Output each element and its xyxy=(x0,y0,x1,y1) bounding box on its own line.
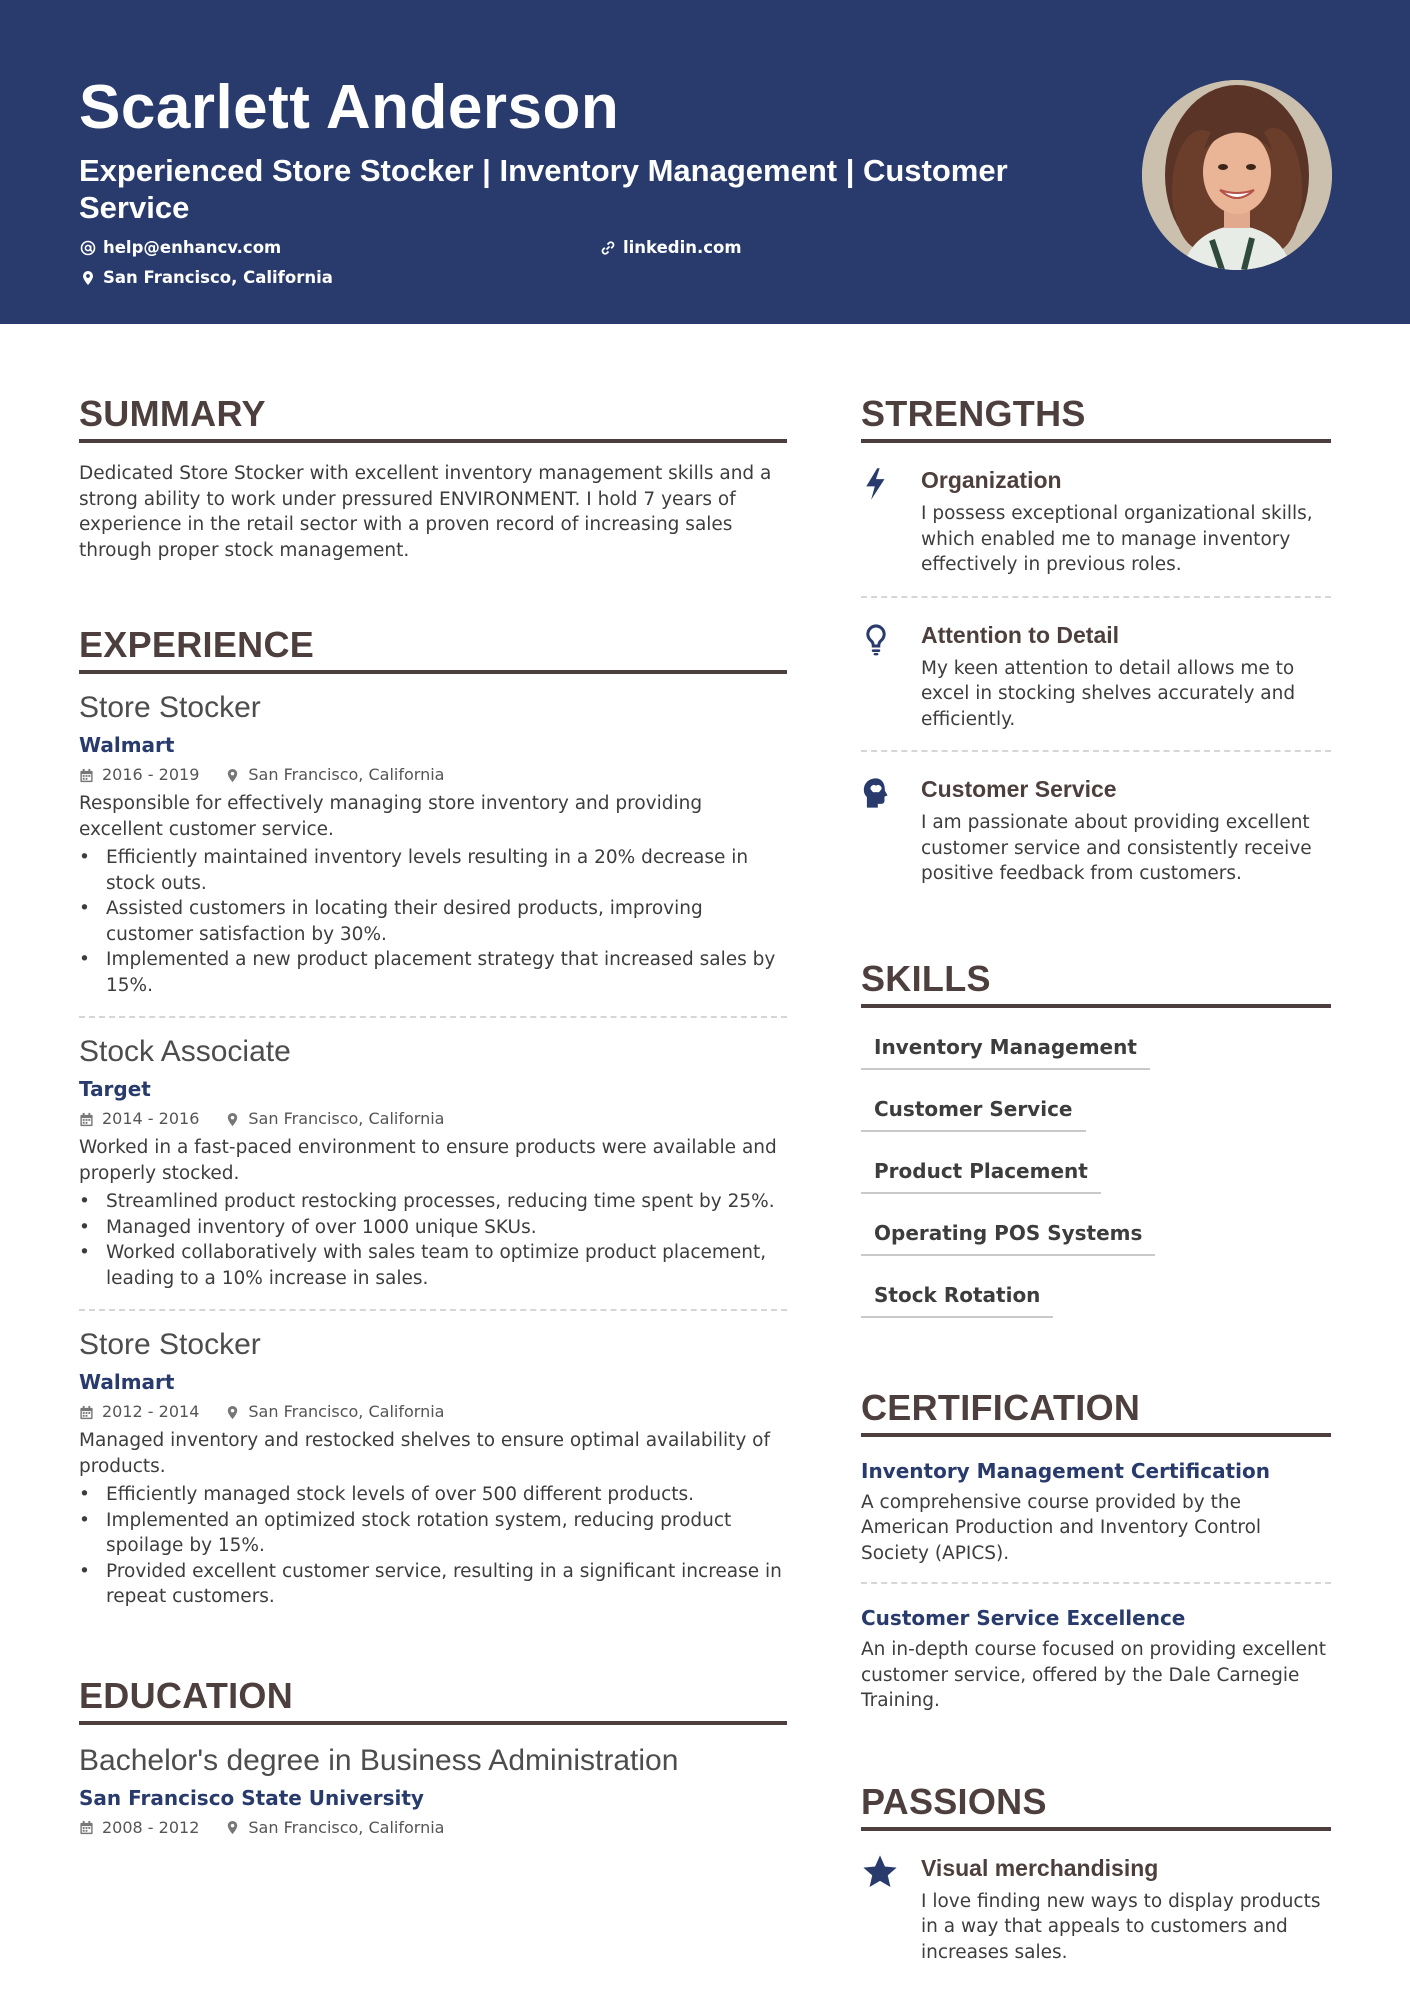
certification-text: A comprehensive course provided by the American Production and Inventory Control Society (APICS). xyxy=(861,1491,1262,1564)
job-bullet: • Efficiently maintained inventory levels resulting in a 20% decrease in stock outs. xyxy=(79,845,787,896)
job-dates: 2012 - 2014 xyxy=(102,1402,200,1421)
right-column xyxy=(861,392,1331,1965)
summary-text: Dedicated Store Stocker with excellent inventory management skills and a strong ability to work under pressured ENVIRONMENT. I hold 7 years of experience in the retail sector with a proven record of increasing sales through proper stock management. xyxy=(79,463,772,561)
education-section xyxy=(79,1674,787,1839)
skill-tag: Operating POS Systems xyxy=(861,1210,1155,1256)
summary-heading: SUMMARY xyxy=(79,392,787,443)
contact-email[interactable] xyxy=(80,238,281,257)
star-icon xyxy=(861,1853,899,1891)
education-meta xyxy=(79,1817,787,1839)
strength-title: Attention to Detail xyxy=(921,621,1120,648)
job-company: Walmart xyxy=(79,733,175,757)
calendar-icon xyxy=(79,1405,94,1420)
passions-section xyxy=(861,1780,1331,1966)
strength-text: I possess exceptional organizational skills, which enabled me to manage inventory effectively in previous roles. xyxy=(921,503,1313,575)
job-bullets xyxy=(79,845,787,998)
strength-item xyxy=(861,443,1331,598)
job-bullet: • Managed inventory of over 1000 unique SKUs. xyxy=(79,1215,787,1241)
location-text: San Francisco, California xyxy=(103,268,333,287)
strength-text: My keen attention to detail allows me to excel in stocking shelves accurately and efficiently. xyxy=(921,657,1296,730)
passion-item xyxy=(861,1831,1331,1966)
job-description: Managed inventory and restocked shelves to ensure optimal availability of products. xyxy=(79,1430,771,1477)
linkedin-text: linkedin.com xyxy=(623,238,742,257)
contact-linkedin[interactable] xyxy=(600,238,742,257)
experience-section xyxy=(79,623,787,1628)
job-bullet: • Efficiently managed stock levels of over 500 different products. xyxy=(79,1482,787,1508)
job-location: San Francisco, California xyxy=(248,765,445,784)
skills-list xyxy=(861,1024,1331,1334)
location-pin-icon xyxy=(225,1820,240,1835)
skill-tag: Product Placement xyxy=(861,1148,1101,1194)
job-company: Target xyxy=(79,1077,151,1101)
strengths-heading: STRENGTHS xyxy=(861,392,1331,443)
job-bullet: • Implemented a new product placement strategy that increased sales by 15%. xyxy=(79,947,787,998)
certification-item xyxy=(861,1584,1331,1730)
school-name: San Francisco State University xyxy=(79,1785,424,1810)
certification-section xyxy=(861,1386,1331,1730)
strength-title: Customer Service xyxy=(921,776,1117,802)
skill-tag: Inventory Management xyxy=(861,1024,1150,1070)
lightning-icon xyxy=(861,467,891,501)
job-bullet: • Implemented an optimized stock rotation system, reducing product spoilage by 15%. xyxy=(79,1508,787,1559)
job-location: San Francisco, California xyxy=(248,1109,445,1128)
job-bullet: • Worked collaboratively with sales team to optimize product placement, leading to a 10% increase in sales. xyxy=(79,1240,787,1291)
strength-item xyxy=(861,752,1331,905)
job-meta xyxy=(79,764,787,786)
experience-item xyxy=(79,1018,787,1311)
job-bullet: • Provided excellent customer service, resulting in a significant increase in repeat customers. xyxy=(79,1559,787,1610)
head-brain-icon xyxy=(861,776,891,810)
job-bullet: • Assisted customers in locating their desired products, improving customer satisfaction by 30%. xyxy=(79,896,787,947)
calendar-icon xyxy=(79,768,94,783)
strength-text: I am passionate about providing excellent customer service and consistently receive positive feedback from customers. xyxy=(921,812,1312,884)
education-heading: EDUCATION xyxy=(79,1674,787,1725)
candidate-name: Scarlett Anderson xyxy=(79,73,620,142)
job-location: San Francisco, California xyxy=(248,1402,445,1421)
skills-heading: SKILLS xyxy=(861,957,1331,1008)
certification-heading: CERTIFICATION xyxy=(861,1386,1331,1437)
job-meta xyxy=(79,1401,787,1423)
skill-tag: Stock Rotation xyxy=(861,1272,1053,1318)
job-role: Store Stocker xyxy=(79,1328,261,1361)
left-column xyxy=(79,392,787,1839)
education-dates: 2008 - 2012 xyxy=(102,1817,200,1837)
lightbulb-icon xyxy=(861,622,891,656)
education-location: San Francisco, California xyxy=(248,1817,445,1837)
passion-title: Visual merchandising xyxy=(921,1854,1159,1881)
portrait-image xyxy=(1142,80,1332,270)
link-icon xyxy=(600,240,616,256)
location-pin-icon xyxy=(225,1405,240,1420)
summary-section xyxy=(79,392,787,563)
location-pin-icon xyxy=(80,270,96,286)
email-text: help@enhancv.com xyxy=(103,238,282,257)
contact-location xyxy=(80,268,333,287)
job-meta xyxy=(79,1108,787,1130)
at-icon xyxy=(80,240,96,256)
certification-item xyxy=(861,1437,1331,1585)
job-description: Responsible for effectively managing store inventory and providing excellent customer service. xyxy=(79,793,703,840)
skills-section xyxy=(861,957,1331,1334)
job-company: Walmart xyxy=(79,1370,175,1394)
job-role: Stock Associate xyxy=(79,1035,291,1068)
job-bullets xyxy=(79,1189,787,1291)
location-pin-icon xyxy=(225,768,240,783)
passion-text: I love finding new ways to display products in a way that appeals to customers and increases sales. xyxy=(921,1890,1321,1963)
strength-item xyxy=(861,598,1331,753)
experience-item xyxy=(79,1311,787,1628)
calendar-icon xyxy=(79,1112,94,1127)
strengths-section xyxy=(861,392,1331,905)
location-pin-icon xyxy=(225,1112,240,1127)
certification-title: Customer Service Excellence xyxy=(861,1606,1186,1630)
degree-title: Bachelor's degree in Business Administration xyxy=(79,1743,679,1777)
certification-title: Inventory Management Certification xyxy=(861,1458,1270,1483)
calendar-icon xyxy=(79,1820,94,1835)
job-role: Store Stocker xyxy=(79,691,261,724)
job-dates: 2014 - 2016 xyxy=(102,1109,200,1128)
experience-heading: EXPERIENCE xyxy=(79,623,787,674)
job-dates: 2016 - 2019 xyxy=(102,765,200,784)
passions-heading: PASSIONS xyxy=(861,1780,1331,1831)
strength-title: Organization xyxy=(921,467,1062,493)
profile-photo xyxy=(1142,80,1332,270)
skill-tag: Customer Service xyxy=(861,1086,1086,1132)
candidate-tagline: Experienced Store Stocker | Inventory Management | Customer Service xyxy=(79,153,1008,225)
certification-text: An in-depth course focused on providing excellent customer service, offered by the Dale Carnegie Training. xyxy=(861,1639,1327,1711)
education-item xyxy=(79,1725,787,1839)
job-bullet: • Streamlined product restocking processes, reducing time spent by 25%. xyxy=(79,1189,787,1215)
experience-item xyxy=(79,674,787,1018)
job-bullets xyxy=(79,1482,787,1610)
job-description: Worked in a fast-paced environment to ensure products were available and properly stocked. xyxy=(79,1137,777,1184)
resume-header xyxy=(0,0,1410,324)
